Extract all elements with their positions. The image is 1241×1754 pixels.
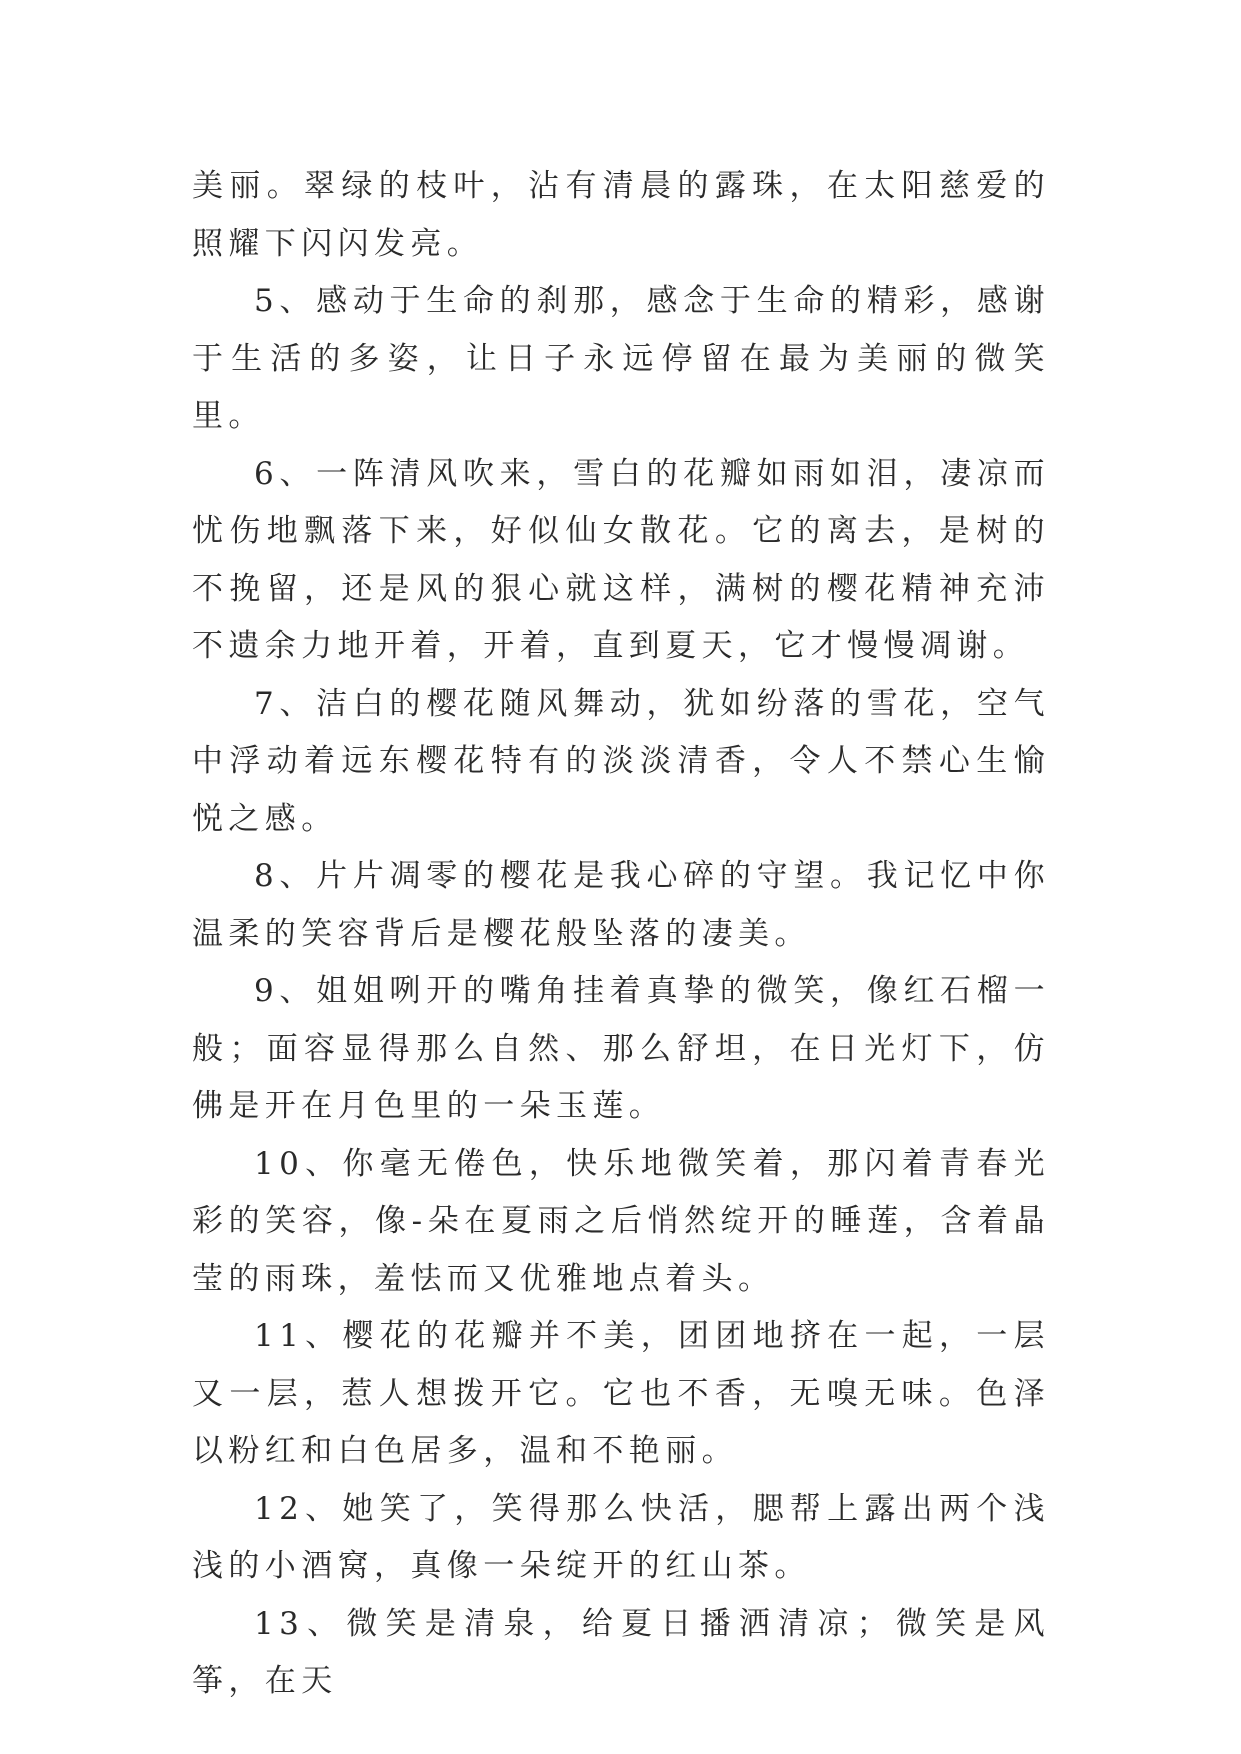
paragraph-5: 5、感动于生命的刹那，感念于生命的精彩，感谢于生活的多姿，让日子永远停留在最为美丽的微笑里。 (192, 283, 1050, 434)
paragraph-9: 9、姐姐咧开的嘴角挂着真挚的微笑，像红石榴一般；面容显得那么自然、那么舒坦，在日光灯下，仿佛是开在月色里的一朵玉莲。 (192, 973, 1050, 1124)
paragraph-6: 6、一阵清风吹来，雪白的花瓣如雨如泪，凄凉而忧伤地飘落下来，好似仙女散花。它的离去，是树的不挽留，还是风的狠心就这样，满树的樱花精神充沛不遗余力地开着，开着，直到夏天，它才慢慢凋谢。 (192, 455, 1050, 664)
paragraph-13: 13、微笑是清泉，给夏日播洒清凉；微笑是风筝，在天 (192, 1605, 1050, 1699)
paragraph-11: 11、樱花的花瓣并不美，团团地挤在一起，一层又一层，惹人想拨开它。它也不香，无嗅无味。色泽以粉红和白色居多，温和不艳丽。 (192, 1318, 1050, 1469)
document-body (192, 158, 1050, 1711)
paragraph-8: 8、片片凋零的樱花是我心碎的守望。我记忆中你温柔的笑容背后是樱花般坠落的凄美。 (192, 858, 1050, 952)
paragraph-12: 12、她笑了，笑得那么快活，腮帮上露出两个浅浅的小酒窝，真像一朵绽开的红山茶。 (192, 1490, 1050, 1584)
paragraph-10: 10、你毫无倦色，快乐地微笑着，那闪着青春光彩的笑容，像-朵在夏雨之后悄然绽开的睡莲，含着晶莹的雨珠，羞怯而又优雅地点着头。 (192, 1145, 1050, 1297)
paragraph-1: 美丽。翠绿的枝叶，沾有清晨的露珠，在太阳慈爱的照耀下闪闪发亮。 (192, 168, 1050, 262)
paragraph-7: 7、洁白的樱花随风舞动，犹如纷落的雪花，空气中浮动着远东樱花特有的淡淡清香，令人不禁心生愉悦之感。 (192, 685, 1050, 837)
